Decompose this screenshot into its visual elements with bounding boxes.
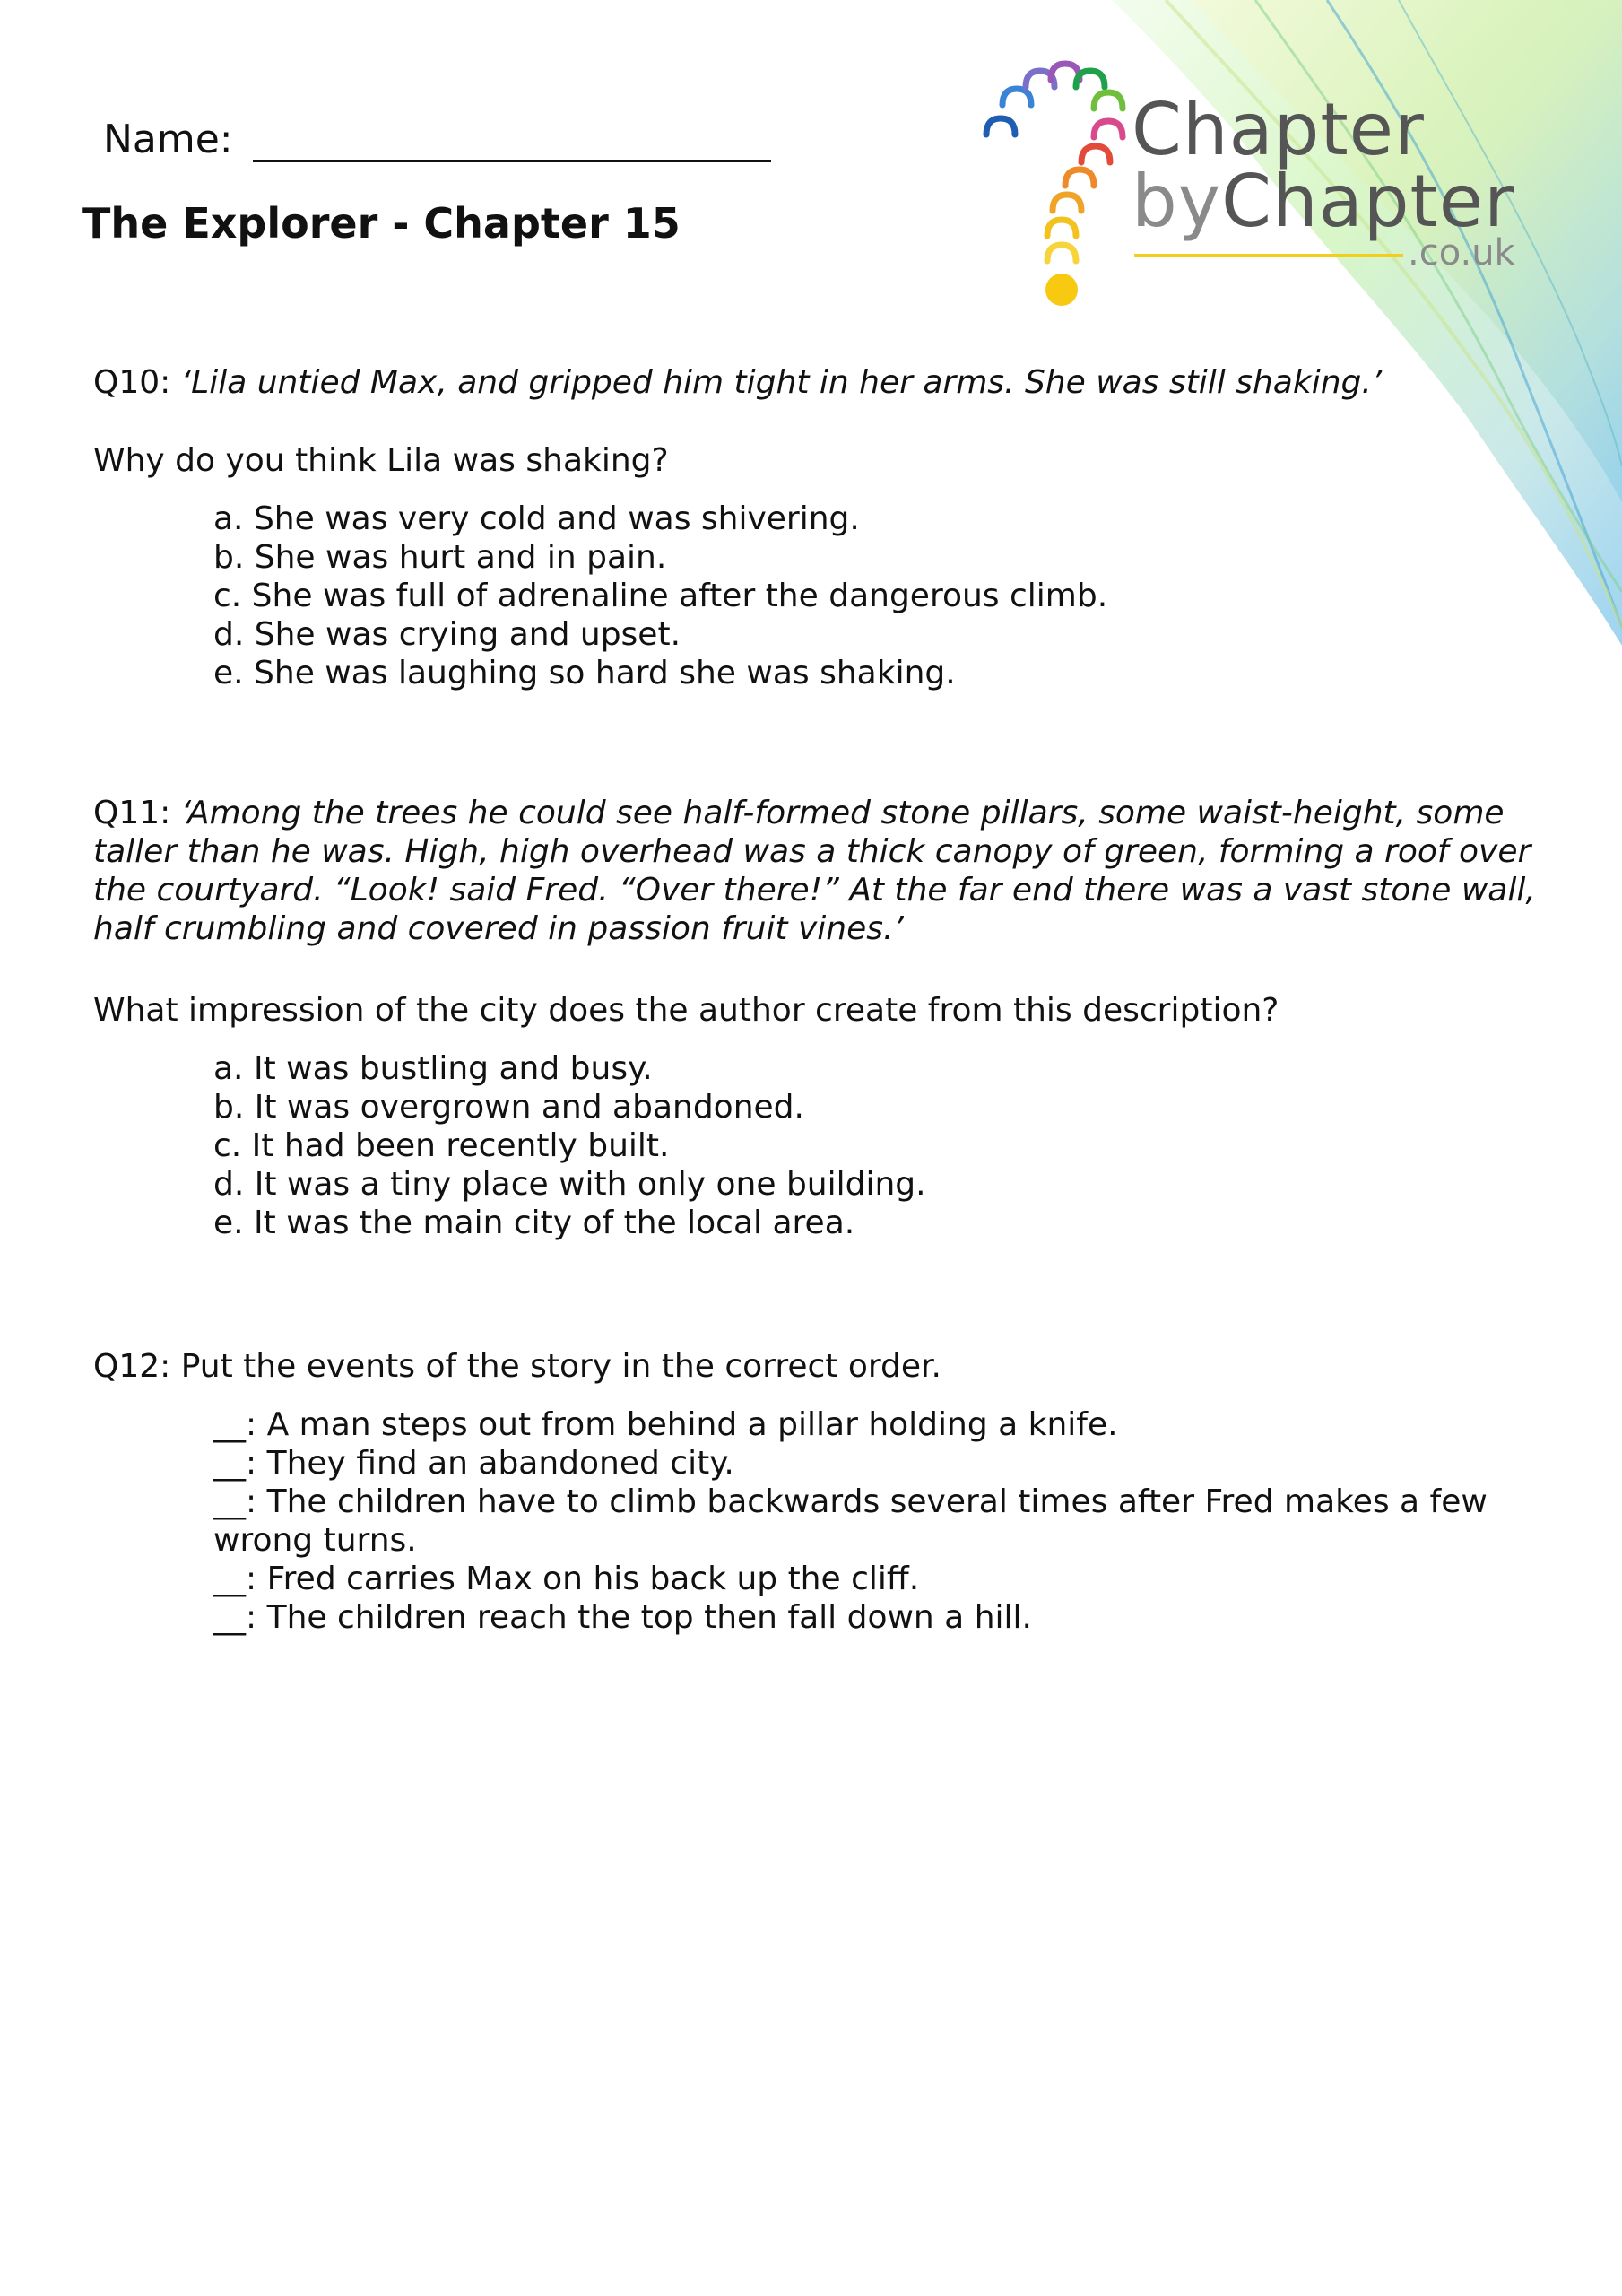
q10-option-a[interactable]: a. She was very cold and was shivering. [213, 500, 860, 537]
order-blank[interactable]: __ [213, 1445, 246, 1482]
q12-events [213, 1405, 1505, 1637]
event-text: : The children have to climb backwards several times after Fred makes a few wrong turns. [213, 1483, 1488, 1559]
question-dot-icon [1045, 274, 1078, 306]
q10-options [213, 500, 1107, 692]
q12-event-5 [213, 1598, 1505, 1637]
q12-event-4 [213, 1560, 1505, 1598]
event-text: : Fred carries Max on his back up the cliff. [246, 1561, 920, 1597]
q10-option-d[interactable]: d. She was crying and upset. [213, 616, 681, 653]
q11-option-d[interactable]: d. It was a tiny place with only one building. [213, 1166, 926, 1203]
q11-option-e[interactable]: e. It was the main city of the local area. [213, 1205, 855, 1241]
q10-label: Q10: [93, 364, 171, 401]
q11-option-a[interactable]: a. It was bustling and busy. [213, 1050, 653, 1087]
logo-suffix: .co.uk [1408, 232, 1515, 274]
q12-label: Q12: [93, 1348, 171, 1385]
logo-text-chapter: Chapter [1132, 88, 1425, 171]
book-icon-arc [986, 64, 1123, 261]
worksheet-title: The Explorer - Chapter 15 [82, 199, 681, 248]
q12-event-2 [213, 1444, 1505, 1483]
logo-text-chapter-2: Chapter [1221, 160, 1514, 243]
q10-prompt [93, 363, 1546, 402]
q10-option-b[interactable]: b. She was hurt and in pain. [213, 539, 667, 576]
q11-option-c[interactable]: c. It had been recently built. [213, 1127, 670, 1164]
q11-prompt [93, 794, 1546, 948]
q10-quote: ‘Lila untied Max, and gripped him tight in her arms. She was still shaking.’ [180, 364, 1383, 401]
order-blank[interactable]: __ [213, 1599, 246, 1636]
event-text: : The children reach the top then fall down a hill. [246, 1599, 1032, 1636]
name-label: Name: [103, 117, 233, 162]
event-text: : A man steps out from behind a pillar holding a knife. [246, 1406, 1118, 1443]
q11-quote: ‘Among the trees he could see half-formed stone pillars, some waist-height, some taller than he was. High, high overhead was a thick canopy of green, forming a roof over the courtyard. “Look! said Fred. “Over there!” At the far end there was a vast stone wall, half crumbling and covered in passion fruit vines.’ [93, 795, 1536, 947]
q12-event-1 [213, 1405, 1505, 1444]
q10-option-e[interactable]: e. She was laughing so hard she was shaking. [213, 655, 956, 691]
q11-options [213, 1049, 926, 1242]
q12-event-3 [213, 1483, 1505, 1560]
order-blank[interactable]: __ [213, 1561, 246, 1597]
logo-text-by: by [1132, 160, 1222, 243]
q10-question: Why do you think Lila was shaking? [93, 442, 669, 479]
q12-prompt [93, 1347, 1546, 1386]
q12-question: Put the events of the story in the correct order. [180, 1348, 941, 1385]
q10-option-c[interactable]: c. She was full of adrenaline after the dangerous climb. [213, 578, 1108, 614]
name-blank-line[interactable] [253, 115, 771, 162]
q11-question: What impression of the city does the author create from this description? [93, 992, 1279, 1029]
order-blank[interactable]: __ [213, 1406, 246, 1443]
logo-underline [1134, 254, 1403, 257]
logo-text-bychapter [1132, 160, 1514, 243]
name-field[interactable] [103, 115, 771, 162]
event-text: : They find an abandoned city. [246, 1445, 734, 1482]
q11-label: Q11: [93, 795, 171, 831]
order-blank[interactable]: __ [213, 1483, 246, 1520]
q11-option-b[interactable]: b. It was overgrown and abandoned. [213, 1089, 804, 1126]
